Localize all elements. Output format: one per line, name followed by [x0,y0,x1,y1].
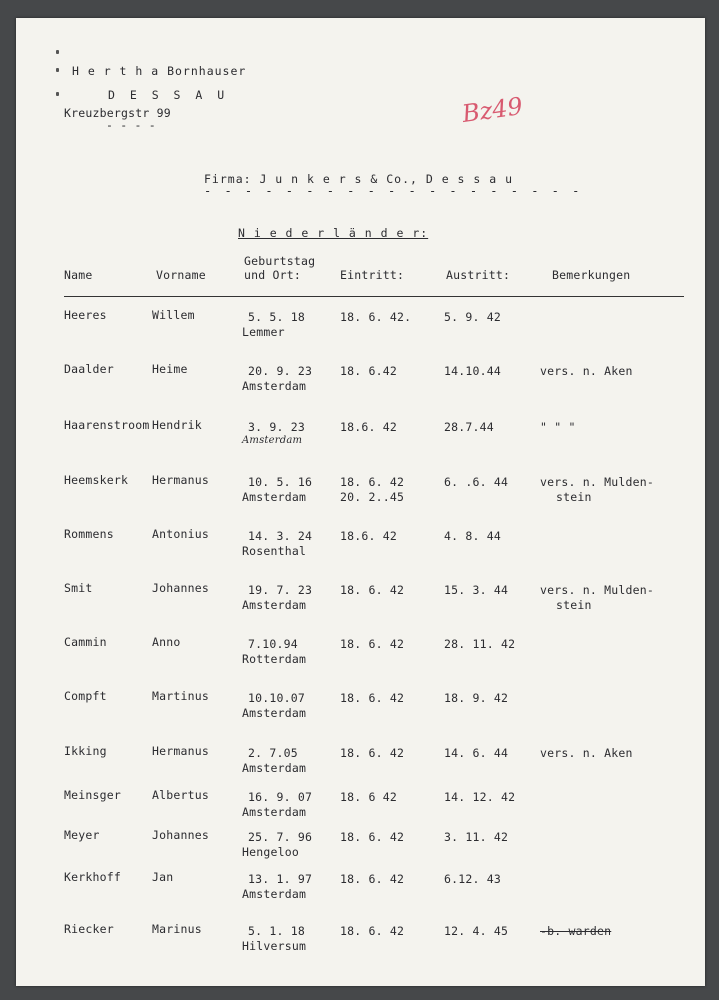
cell-name: Meyer [64,828,100,842]
col-geburt: Geburtstag [244,254,316,268]
cell-birth-place: Amsterdam [242,706,307,720]
cell-name: Ikking [64,744,107,758]
col-name: Name [64,268,93,282]
cell-vorname: Willem [152,308,195,322]
cell-vorname: Jan [152,870,174,884]
cell-name: Haarenstroom [64,418,150,432]
cell-birth-date: 20. 9. 23 [248,364,313,378]
cell-birth-place: Amsterdam [242,490,307,504]
cell-eintritt: 18. 6. 42 [340,583,405,597]
cell-birth-place: Lemmer [242,325,285,339]
cell-eintritt: 18.6. 42 [340,420,397,434]
cell-austritt: 14. 12. 42 [444,790,516,804]
col-vorname: Vorname [156,268,206,282]
cell-name: Heemskerk [64,473,129,487]
cell-austritt: 28.7.44 [444,420,494,434]
cell-birth-date: 5. 5. 18 [248,310,305,324]
cell-name: Rommens [64,527,114,541]
cell-austritt: 14. 6. 44 [444,746,509,760]
section-title: N i e d e r l ä n d e r: [238,226,429,240]
punch-mark [56,50,59,54]
sender-underline: - - - - [106,118,156,132]
cell-name: Compft [64,689,107,703]
cell-birth-date: 19. 7. 23 [248,583,313,597]
cell-eintritt: 18. 6.42 [340,364,397,378]
cell-austritt: 18. 9. 42 [444,691,509,705]
firm-underline: - - - - - - - - - - - - - - - - - - - [204,184,583,198]
cell-vorname: Hermanus [152,744,209,758]
col-geburt-ort: und Ort: [244,268,301,282]
col-eintritt: Eintritt: [340,268,405,282]
cell-birth-place: Rotterdam [242,652,307,666]
cell-birth-date: 13. 1. 97 [248,872,313,886]
cell-bemerkung: " " " [540,420,576,434]
cell-austritt: 4. 8. 44 [444,529,501,543]
cell-austritt: 6.12. 43 [444,872,501,886]
cell-eintritt: 18. 6. 42 [340,637,405,651]
cell-vorname: Hermanus [152,473,209,487]
cell-birth-place: Amsterdam [242,435,303,446]
cell-bemerkung: vers. n. Mulden- [540,475,654,489]
header-rule [64,296,684,297]
sender-name: H e r t h a Bornhauser [72,64,247,78]
cell-eintritt: 18. 6 42 [340,790,397,804]
cell-vorname: Marinus [152,922,202,936]
cell-birth-place: Amsterdam [242,887,307,901]
col-austritt: Austritt: [446,268,511,282]
col-bemerkungen: Bemerkungen [552,268,631,282]
punch-mark [56,68,59,72]
firm-title: Firma: J u n k e r s & Co., D e s s a u [204,172,514,186]
cell-name: Riecker [64,922,114,936]
cell-birth-place: Amsterdam [242,598,307,612]
cell-birth-date: 14. 3. 24 [248,529,313,543]
cell-birth-date: 2. 7.05 [248,746,298,760]
cell-birth-date: 5. 1. 18 [248,924,305,938]
cell-birth-place: Hengeloo [242,845,299,859]
cell-name: Kerkhoff [64,870,121,884]
cell-eintritt: 18. 6. 42 [340,924,405,938]
cell-birth-date: 7.10.94 [248,637,298,651]
cell-vorname: Antonius [152,527,209,541]
cell-vorname: Martinus [152,689,209,703]
cell-birth-place: Rosenthal [242,544,307,558]
cell-austritt: 5. 9. 42 [444,310,501,324]
sender-city: D E S S A U [108,88,229,102]
document-page [16,18,705,986]
cell-eintritt: 18. 6. 42 [340,475,405,489]
cell-name: Smit [64,581,93,595]
cell-eintritt: 18.6. 42 [340,529,397,543]
cell-bemerkung: vers. n. Aken [540,746,633,760]
cell-austritt: 15. 3. 44 [444,583,509,597]
cell-eintritt: 18. 6. 42 [340,872,405,886]
cell-eintritt: 18. 6. 42 [340,691,405,705]
cell-birth-date: 16. 9. 07 [248,790,313,804]
cell-vorname: Albertus [152,788,209,802]
cell-birth-date: 3. 9. 23 [248,420,305,434]
cell-bemerkung: -b. warden [540,924,612,938]
sender-street: Kreuzbergstr 99 [64,106,171,120]
cell-birth-date: 10.10.07 [248,691,305,705]
cell-austritt: 14.10.44 [444,364,501,378]
cell-name: Cammin [64,635,107,649]
cell-austritt: 12. 4. 45 [444,924,509,938]
cell-name: Daalder [64,362,114,376]
cell-bemerkung-cont: stein [556,490,592,504]
punch-mark [56,92,59,96]
cell-name: Heeres [64,308,107,322]
cell-birth-date: 25. 7. 96 [248,830,313,844]
cell-bemerkung-cont: stein [556,598,592,612]
cell-birth-place: Amsterdam [242,379,307,393]
cell-eintritt-second: 20. 2..45 [340,490,405,504]
cell-eintritt: 18. 6. 42. [340,310,412,324]
cell-birth-place: Hilversum [242,939,307,953]
cell-name: Meinsger [64,788,121,802]
cell-austritt: 28. 11. 42 [444,637,516,651]
cell-austritt: 6. .6. 44 [444,475,509,489]
cell-vorname: Johannes [152,581,209,595]
cell-vorname: Johannes [152,828,209,842]
cell-birth-place: Amsterdam [242,761,307,775]
cell-birth-date: 10. 5. 16 [248,475,313,489]
cell-austritt: 3. 11. 42 [444,830,509,844]
cell-eintritt: 18. 6. 42 [340,746,405,760]
cell-vorname: Heime [152,362,188,376]
cell-bemerkung: vers. n. Aken [540,364,633,378]
archive-stamp: Bz49 [460,91,525,129]
cell-birth-place: Amsterdam [242,805,307,819]
cell-vorname: Hendrik [152,418,202,432]
cell-bemerkung: vers. n. Mulden- [540,583,654,597]
cell-vorname: Anno [152,635,181,649]
cell-eintritt: 18. 6. 42 [340,830,405,844]
